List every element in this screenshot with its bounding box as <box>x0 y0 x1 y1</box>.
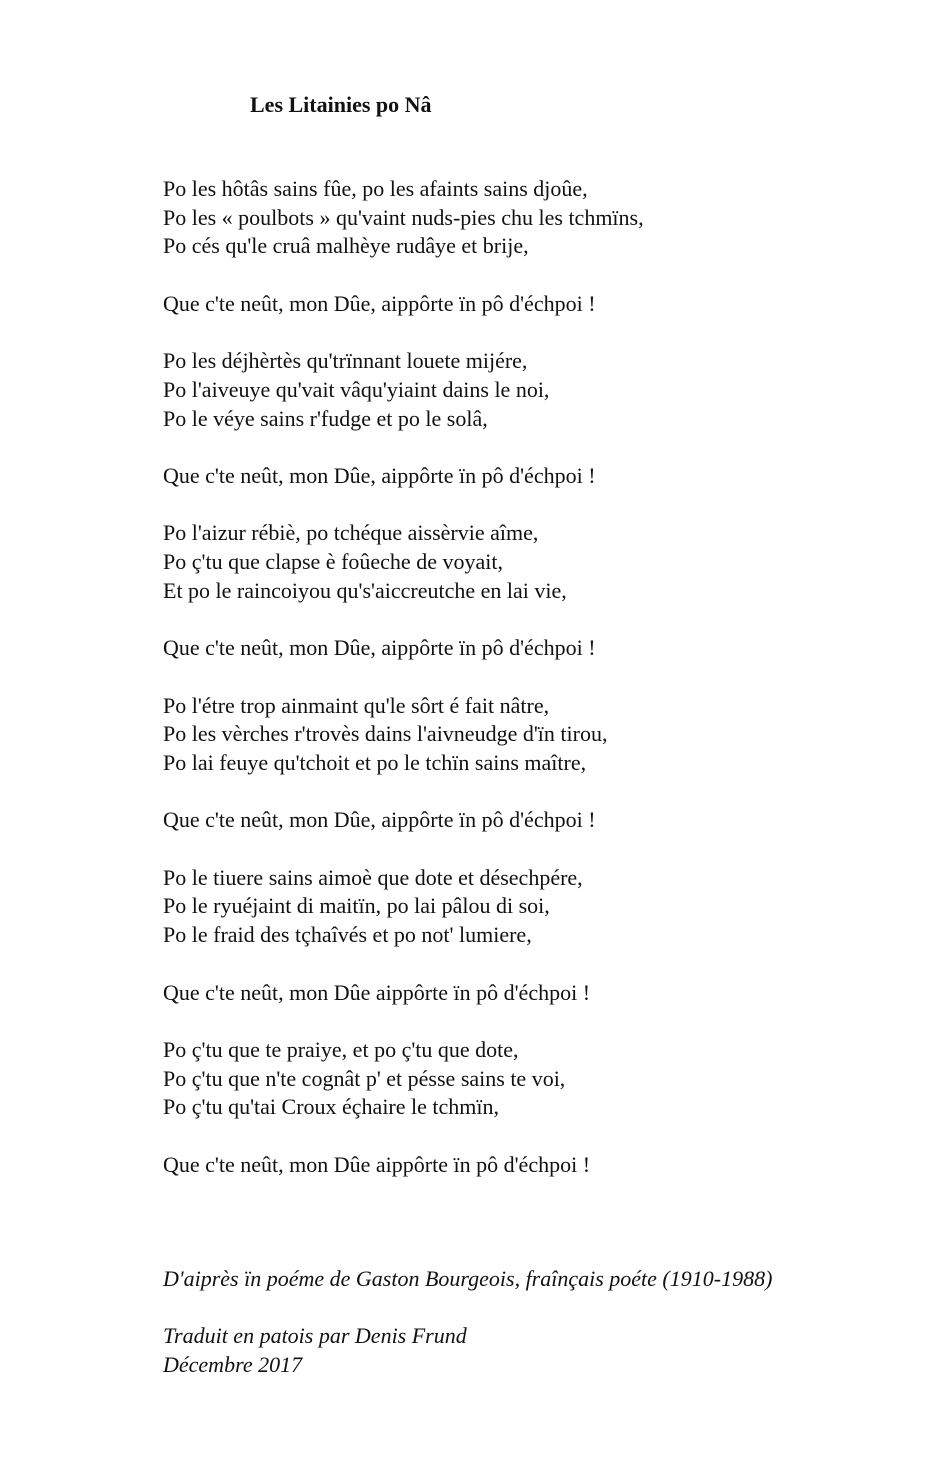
verse-line: Po le tiuere sains aimoè que dote et désechpére, <box>163 864 583 890</box>
verse-line: Po l'étre trop ainmaint qu'le sôrt é fait nâtre, <box>163 692 550 718</box>
refrain <box>163 1151 903 1180</box>
refrain-line: Que c'te neût, mon Dûe, aippôrte ïn pô d'échpoi ! <box>163 290 596 316</box>
credits-spacer <box>163 1294 903 1323</box>
refrain-line: Que c'te neût, mon Dûe aippôrte ïn pô d'échpoi ! <box>163 979 591 1005</box>
refrain <box>163 979 903 1008</box>
verse-line: Po les « poulbots » qu'vaint nuds-pies chu les tchmïns, <box>163 204 644 230</box>
verse-line: Po les déjhèrtès qu'trïnnant louete mijére, <box>163 348 528 374</box>
translator-credit: Traduit en patois par Denis Frund <box>163 1323 467 1349</box>
verse-line: Po l'aizur rébiè, po tchéque aissèrvie aîme, <box>163 520 539 546</box>
refrain-line: Que c'te neût, mon Dûe, aippôrte ïn pô d'échpoi ! <box>163 635 596 661</box>
refrain-line: Que c'te neût, mon Dûe, aippôrte ïn pô d'échpoi ! <box>163 807 596 833</box>
verse-line: Et po le raincoiyou qu's'aiccreutche en lai vie, <box>163 577 567 603</box>
translation-date: Décembre 2017 <box>163 1352 303 1378</box>
verse-line: Po les vèrches r'trovès dains l'aivneudge d'ïn tirou, <box>163 721 608 747</box>
verse-line: Po l'aiveuye qu'vait vâqu'yiaint dains le noi, <box>163 376 550 402</box>
verse-line: Po lai feuye qu'tchoit et po le tchïn sains maître, <box>163 749 587 775</box>
poem-body <box>163 175 903 1179</box>
verse-line: Po le véye sains r'fudge et po le solâ, <box>163 405 488 431</box>
stanza <box>163 692 903 778</box>
stanza <box>163 864 903 950</box>
verse-line: Po le ryuéjaint di maitïn, po lai pâlou di soi, <box>163 893 550 919</box>
refrain <box>163 290 903 319</box>
refrain-line: Que c'te neût, mon Dûe aippôrte ïn pô d'échpoi ! <box>163 1151 591 1177</box>
refrain <box>163 634 903 663</box>
refrain <box>163 462 903 491</box>
stanza <box>163 347 903 433</box>
refrain <box>163 806 903 835</box>
stanza <box>163 1036 903 1122</box>
verse-line: Po cés qu'le cruâ malhèye rudâye et brije, <box>163 233 529 259</box>
credits <box>163 1265 903 1380</box>
verse-line: Po ç'tu que clapse è foûeche de voyait, <box>163 549 503 575</box>
verse-line: Po le fraid des tçhaîvés et po not' lumiere, <box>163 922 532 948</box>
refrain-line: Que c'te neût, mon Dûe, aippôrte ïn pô d'échpoi ! <box>163 462 596 488</box>
stanza <box>163 519 903 605</box>
poem-title: Les Litainies po Nâ <box>250 92 432 117</box>
verse-line: Po ç'tu que n'te cognât p' et pésse sains te voi, <box>163 1065 566 1091</box>
stanza <box>163 175 903 261</box>
verse-line: Po ç'tu qu'tai Croux éçhaire le tchmïn, <box>163 1094 500 1120</box>
verse-line: Po les hôtâs sains fûe, po les afaints sains djoûe, <box>163 176 588 201</box>
source-attribution: D'aiprès ïn poéme de Gaston Bourgeois, fraînçais poéte (1910-1988) <box>163 1266 773 1291</box>
verse-line: Po ç'tu que te praiye, et po ç'tu que dote, <box>163 1036 519 1062</box>
